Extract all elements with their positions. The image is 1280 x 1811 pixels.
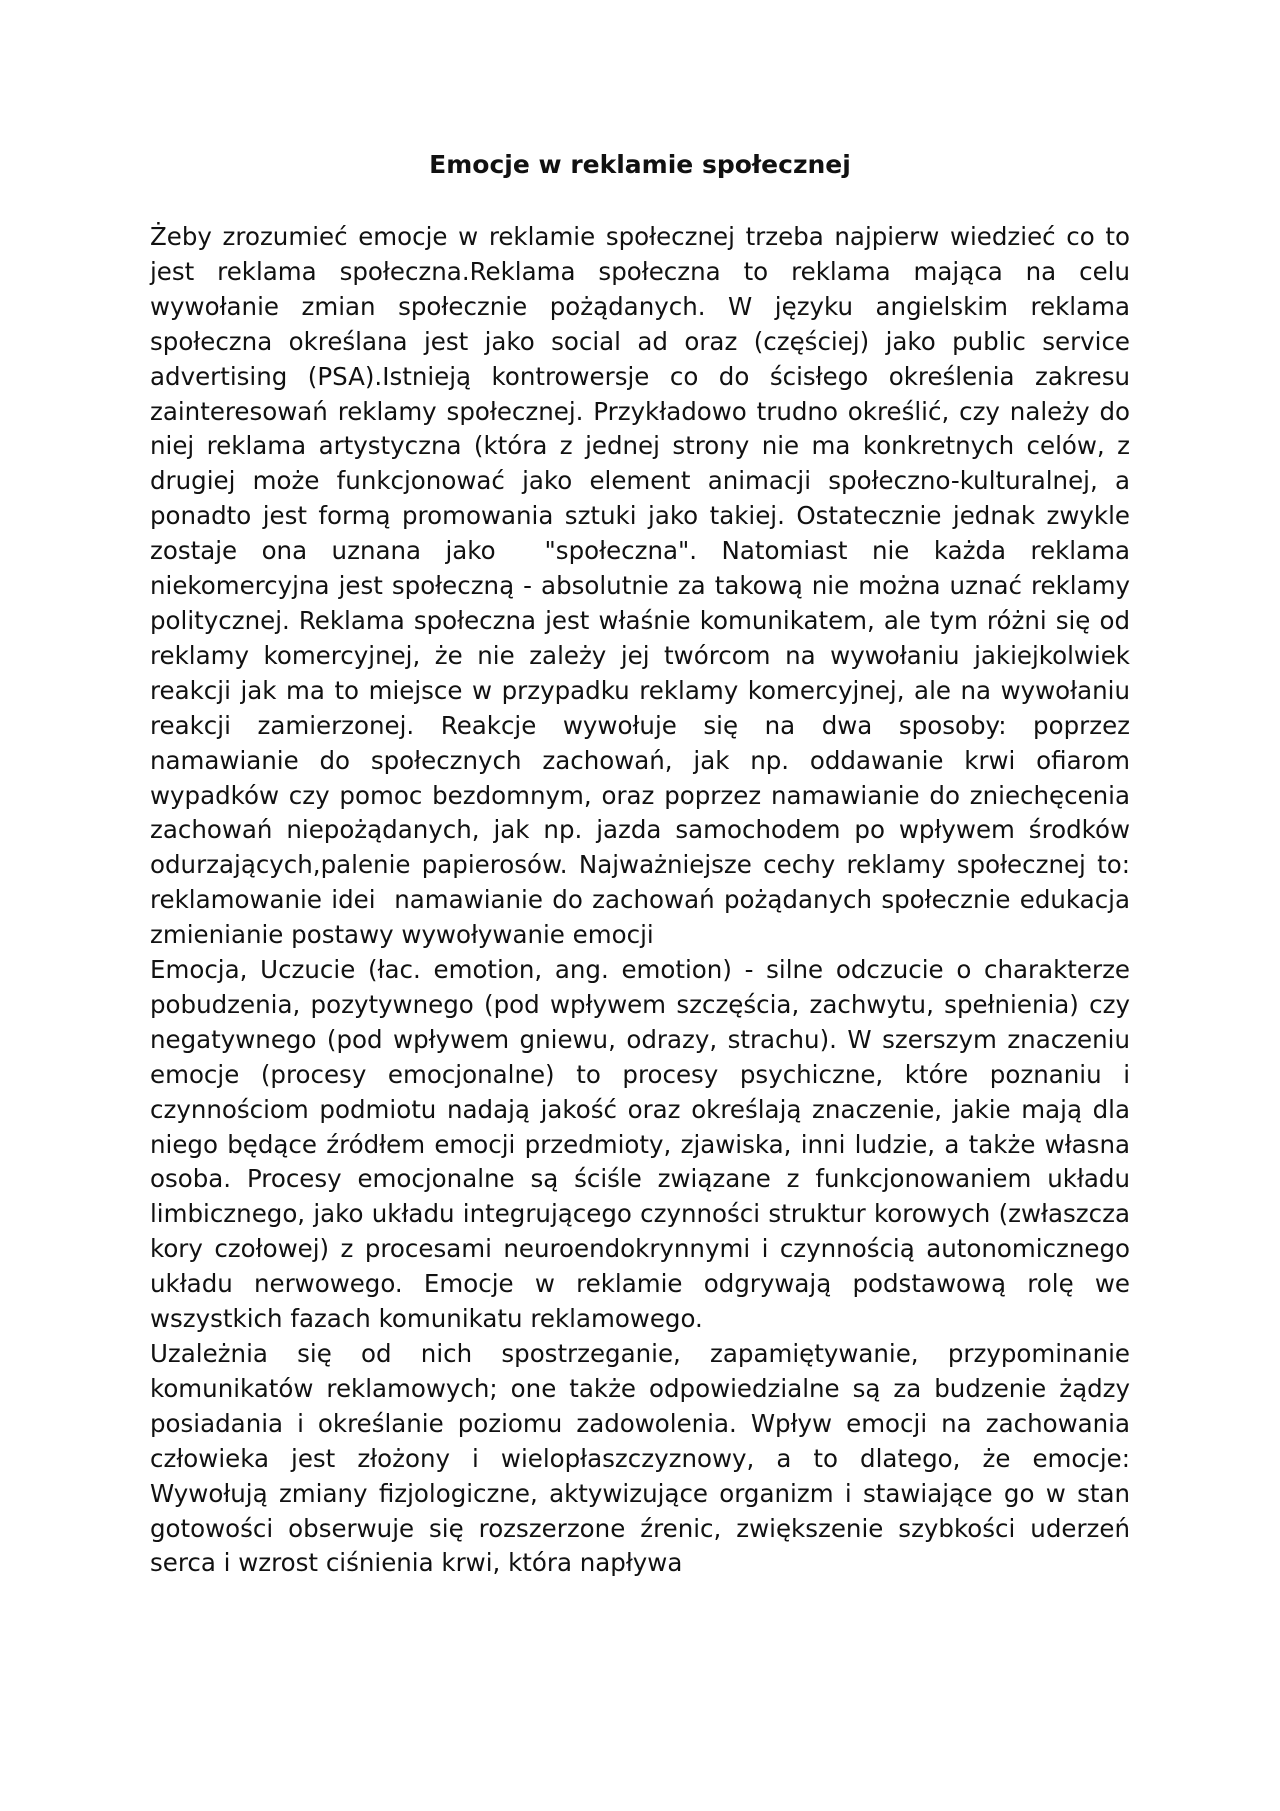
paragraph-emotion-effects: Uzależnia się od nich spostrzeganie, zapamiętywanie, przypominanie komunikatów reklamowych; one także odpowiedzialne są za budzenie żądzy posiadania i określanie poziomu zadowolenia. Wpływ emocji na zachowania człowieka jest złożony i wielopłaszczyznowy, a to dlatego, że emocje: Wywołują zmiany fizjologiczne, aktywizujące organizm i stawiające go w stan gotowości obserwuje się rozszerzone źrenic, zwiększenie szybkości uderzeń serca i wzrost ciśnienia krwi, która napływa [150, 1339, 1162, 1578]
document-body [150, 220, 1169, 1581]
paragraph-emotion-definition: Emocja, Uczucie (łac. emotion, ang. emotion) - silne odczucie o charakterze pobudzenia, pozytywnego (pod wpływem szczęścia, zachwytu, spełnienia) czy negatywnego (pod wpływem gniewu, odrazy, strachu). W szerszym znaczeniu emocje (procesy emocjonalne) to procesy psychiczne, które poznaniu i czynnościom podmiotu nadają jakość oraz określają znaczenie, jakie mają dla niego będące źródłem emocji przedmioty, zjawiska, inni ludzie, a także własna osoba. Procesy emocjonalne są ściśle związane z funkcjonowaniem układu limbicznego, jako układu integrującego czynności struktur korowych (zwłaszcza kory czołowej) z procesami neuroendokrynnymi i czynnością autonomicznego układu nerwowego. Emocje w reklamie odgrywają podstawową rolę we wszystkich fazach komunikatu reklamowego. [150, 955, 1138, 1334]
paragraph-advertising-definition: Żeby zrozumieć emocje w reklamie społecznej trzeba najpierw wiedzieć co to jest reklama społeczna.Reklama społeczna to reklama mająca na celu wywołanie zmian społecznie pożądanych. W języku angielskim reklama społeczna określana jest jako social ad oraz (częściej) jako public service advertising (PSA).Istnieją kontrowersje co do ścisłego określenia zakresu zainteresowań reklamy społecznej. Przykładowo trudno określić, czy należy do niej reklama artystyczna (która z jednej strony nie ma konkretnych celów, z drugiej może funkcjonować jako element animacji społeczno-kulturalnej, a ponadto jest formą promowania sztuki jako takiej. Ostatecznie jednak zwykle zostaje ona uznana jako "społeczna". Natomiast nie każda reklama niekomercyjna jest społeczną - absolutnie za takową nie można uznać reklamy politycznej. Reklama społeczna jest właśnie komunikatem, ale tym różni się od reklamy komercyjnej, że nie zależy jej twórcom na wywołaniu jakiejkolwiek reakcji jak ma to miejsce w przypadku reklamy komercyjnej, ale na wywołaniu reakcji zamierzonej. Reakcje wywołuje się na dwa sposoby: poprzez namawianie do społecznych zachowań, jak np. oddawanie krwi ofiarom wypadków czy pomoc bezdomnym, oraz poprzez namawianie do zniechęcenia zachowań niepożądanych, jak np. jazda samochodem po wpływem środków odurzających,palenie papierosów. Najważniejsze cechy reklamy społecznej to: reklamowanie idei namawianie do zachowań pożądanych społecznie edukacja zmienianie postawy wywoływanie emocji [150, 222, 1169, 950]
document-title: Emocje w reklamie społecznej [429, 150, 851, 179]
